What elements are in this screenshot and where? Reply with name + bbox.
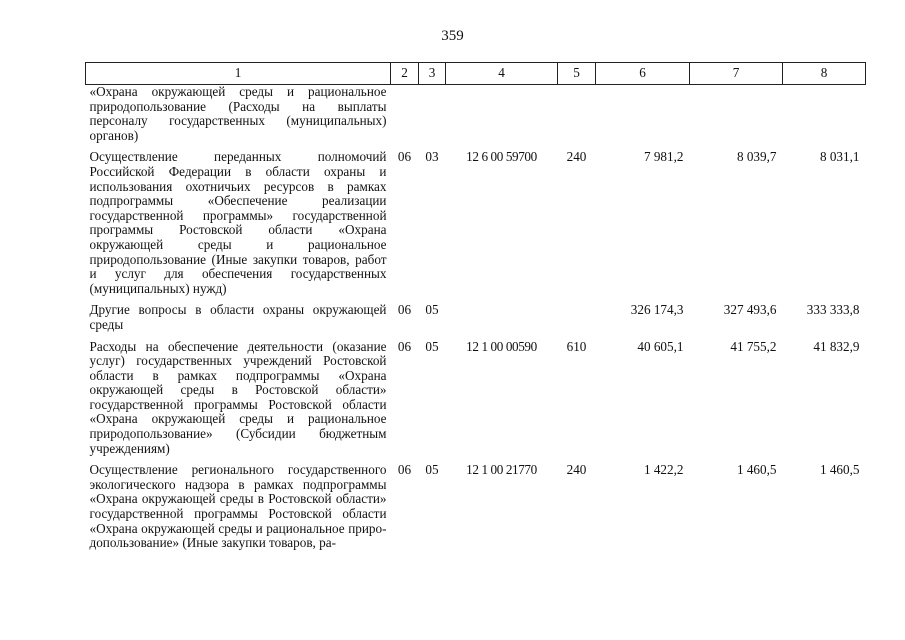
row-description: Осуществление переданных полномочий Российской Федерации в области охраны и использования охотничьих ресурсов в рамках подпрограммы «Обеспечение реализации государственной программы» государственной программы Ростовской области «Охрана окружающей среды и рациональное природопользование (Иные закупки товаров, работ и услуг для обеспечения государственных (муниципальных) нужд) [89,149,387,296]
amount-year-1: 326 174,3 [630,302,684,318]
budget-table [85,62,866,551]
amount-year-3: 1 460,5 [819,462,860,478]
amount-year-1: 7 981,2 [643,149,684,165]
amount-year-2: 41 755,2 [730,338,777,354]
subsection-code: 05 [425,338,439,354]
amount-year-2 [690,85,783,144]
section-code: 06 [397,462,412,478]
subsection-code: 05 [425,462,439,478]
target-article-code [446,85,558,144]
target-article-code: 12 6 00 59700 [466,149,537,165]
table-row [86,85,866,144]
table-row [86,296,866,332]
amount-year-3: 333 333,8 [806,302,860,318]
column-header: 5 [558,63,596,85]
column-header: 1 [86,63,391,85]
table-row [86,456,866,551]
amount-year-3: 41 832,9 [813,338,860,354]
amount-year-2: 8 039,7 [736,149,777,165]
column-header: 2 [391,63,419,85]
amount-year-3: 8 031,1 [819,149,860,165]
amount-year-2: 1 460,5 [736,462,777,478]
table-row [86,333,866,457]
expense-type-code [558,85,596,144]
column-header: 6 [596,63,690,85]
column-header: 3 [419,63,446,85]
subsection-code: 03 [425,149,439,165]
page-number: 359 [441,28,464,44]
amount-year-3 [783,85,866,144]
amount-year-1: 40 605,1 [637,338,684,354]
expense-type-code [558,296,596,332]
column-header: 7 [690,63,783,85]
table-header-row [86,63,866,85]
row-description: Осуществление регионального государственного экологического надзора в рамках подпрограммы «Охрана окружающей среды в Ростовской области» государственной программы Ростовской области «Охрана окружающей среды и рациональное природопользование» (Иные закупки товаров, ра- [89,462,387,551]
section-code: 06 [397,302,412,318]
subsection-code [419,85,446,144]
expense-type-code: 240 [566,462,587,478]
row-description: «Охрана окружающей среды и рациональное природопользование (Расходы на выплаты персоналу государственных (муниципальных) органов) [89,84,387,143]
amount-year-1 [596,85,690,144]
amount-year-1: 1 422,2 [643,462,684,478]
expense-type-code: 240 [566,149,587,165]
section-code [391,85,419,144]
row-description: Другие вопросы в области охраны окружающей среды [89,302,387,332]
section-code: 06 [397,338,412,354]
amount-year-2: 327 493,6 [723,302,777,318]
target-article-code: 12 1 00 00590 [466,338,537,354]
column-header: 8 [783,63,866,85]
row-description: Расходы на обеспечение деятельности (оказание услуг) государственных учреждений Ростовской области в рамках подпрограммы «Охрана окружающей среды в Ростовской области» государственной программы Ростовской области «Охрана окружающей среды и рациональное природопользование» (Субсидии бюджетным учреждениям) [89,338,387,456]
target-article-code: 12 1 00 21770 [466,462,537,478]
section-code: 06 [397,149,412,165]
target-article-code [446,296,558,332]
expense-type-code: 610 [566,338,587,354]
subsection-code: 05 [425,302,439,318]
column-header: 4 [446,63,558,85]
table-row [86,143,866,296]
